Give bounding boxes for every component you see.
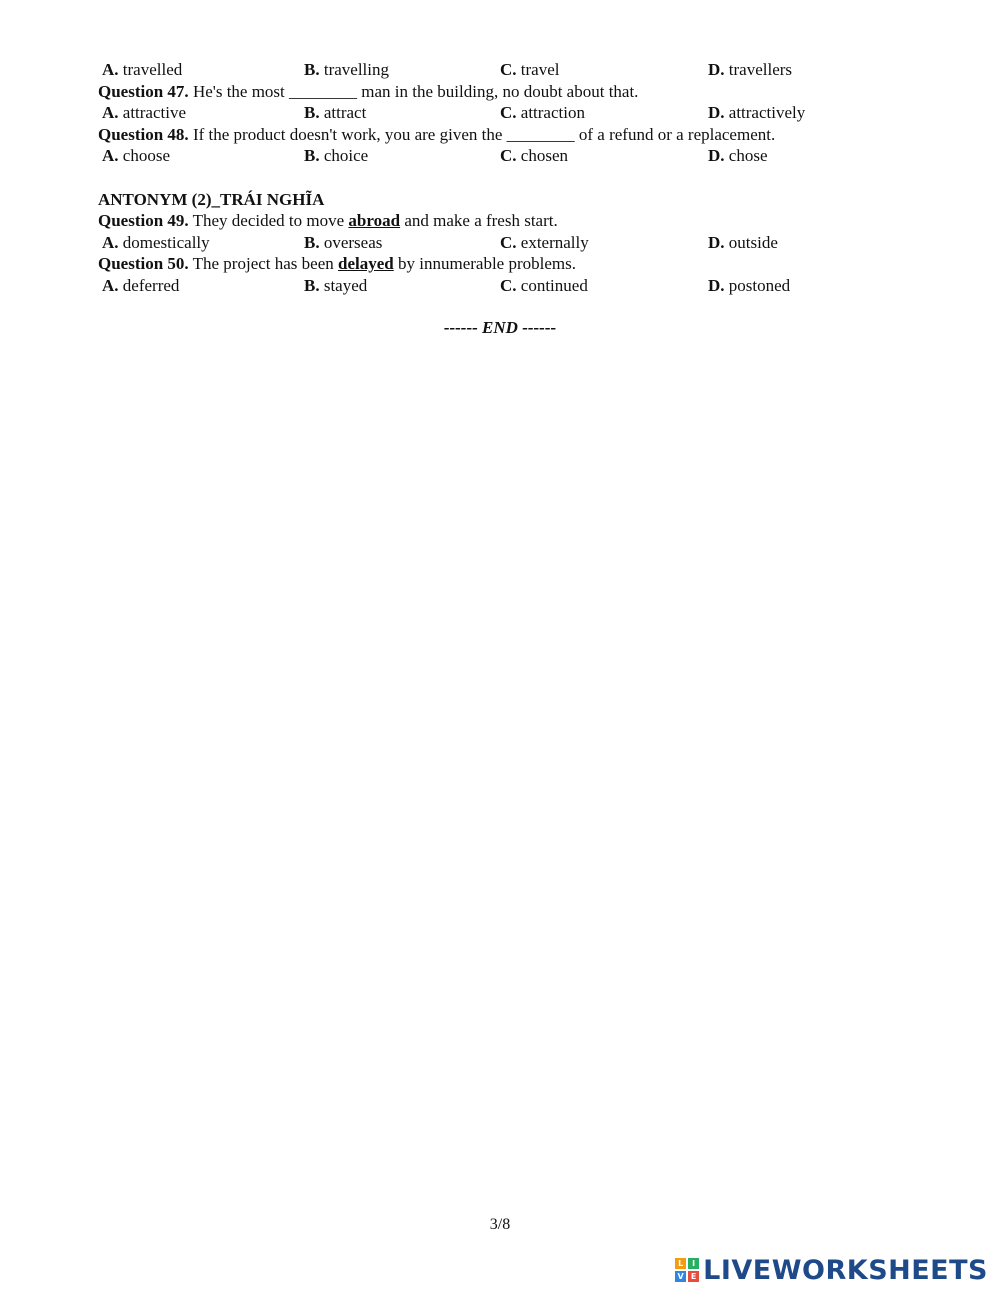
answer-option[interactable] [500, 102, 585, 124]
option-letter: B. [304, 103, 320, 122]
option-text: attract [319, 103, 367, 122]
logo-mark-icon [675, 1258, 699, 1282]
section-heading-text: ANTONYM (2)_TRÁI NGHĨA [98, 190, 325, 209]
option-text: chosen [516, 146, 568, 165]
option-text: attractively [724, 103, 806, 122]
option-text: continued [516, 276, 588, 295]
answer-option[interactable] [102, 145, 170, 167]
option-letter: D. [708, 103, 725, 122]
logo-text: LIVEWORKSHEETS [703, 1254, 988, 1286]
option-text: deferred [118, 276, 180, 295]
question-text-end: and make a fresh start. [400, 211, 558, 230]
option-letter: D. [708, 60, 725, 79]
question-label: Question 49. [98, 211, 189, 230]
answer-option[interactable] [500, 59, 559, 81]
answer-option[interactable] [708, 275, 790, 297]
option-letter: B. [304, 276, 320, 295]
option-text: attractive [118, 103, 187, 122]
question-label: Question 48. [98, 125, 189, 144]
option-text: travellers [724, 60, 793, 79]
option-text: postoned [724, 276, 791, 295]
answer-option[interactable] [102, 102, 186, 124]
option-text: overseas [319, 233, 383, 252]
section-heading [98, 189, 324, 211]
end-marker: ------ END ------ [443, 318, 557, 337]
answer-option[interactable] [708, 59, 792, 81]
option-text: travel [516, 60, 560, 79]
answer-options-row [0, 232, 1000, 254]
answer-option[interactable] [708, 145, 768, 167]
answer-option[interactable] [304, 59, 389, 81]
option-letter: C. [500, 60, 517, 79]
keyword: delayed [338, 254, 394, 273]
option-text: chose [724, 146, 768, 165]
option-letter: B. [304, 146, 320, 165]
page-number: 3/8 [489, 1216, 511, 1233]
option-text: outside [724, 233, 778, 252]
option-letter: D. [708, 276, 725, 295]
option-letter: A. [102, 233, 119, 252]
answer-options-row [0, 59, 1000, 81]
answer-options-row [0, 275, 1000, 297]
logo-square: L [675, 1258, 686, 1269]
liveworksheets-logo[interactable] [675, 1253, 988, 1287]
question-label: Question 47. [98, 82, 189, 101]
option-text: attraction [516, 103, 585, 122]
option-text: choose [118, 146, 170, 165]
question-text: The project has been [188, 254, 339, 273]
option-letter: C. [500, 146, 517, 165]
answer-option[interactable] [304, 232, 382, 254]
option-text: travelling [319, 60, 389, 79]
answer-options-row [0, 145, 1000, 167]
option-text: travelled [118, 60, 183, 79]
question-label: Question 50. [98, 254, 189, 273]
option-letter: D. [708, 146, 725, 165]
answer-option[interactable] [500, 232, 589, 254]
answer-option[interactable] [304, 102, 366, 124]
logo-square: E [688, 1271, 699, 1282]
question-text: If the product doesn't work, you are given the ________ of a refund or a replacement. [188, 125, 776, 144]
question-line [98, 210, 558, 232]
answer-option[interactable] [500, 145, 568, 167]
keyword: abroad [348, 211, 401, 230]
option-letter: D. [708, 233, 725, 252]
option-letter: C. [500, 276, 517, 295]
option-text: domestically [118, 233, 210, 252]
answer-option[interactable] [500, 275, 588, 297]
option-letter: A. [102, 146, 119, 165]
question-line [98, 124, 775, 146]
option-text: externally [516, 233, 589, 252]
option-letter: C. [500, 103, 517, 122]
question-text: They decided to move [188, 211, 349, 230]
answer-option[interactable] [708, 102, 805, 124]
option-letter: B. [304, 233, 320, 252]
option-letter: A. [102, 276, 119, 295]
option-text: stayed [319, 276, 368, 295]
question-line [98, 253, 576, 275]
question-line [98, 81, 638, 103]
option-text: choice [319, 146, 369, 165]
question-text-end: by innumerable problems. [393, 254, 576, 273]
answer-options-row [0, 102, 1000, 124]
option-letter: B. [304, 60, 320, 79]
logo-square: I [688, 1258, 699, 1269]
answer-option[interactable] [304, 145, 368, 167]
answer-option[interactable] [102, 275, 179, 297]
answer-option[interactable] [304, 275, 367, 297]
question-text: He's the most ________ man in the building, no doubt about that. [188, 82, 639, 101]
answer-option[interactable] [102, 59, 182, 81]
option-letter: C. [500, 233, 517, 252]
option-letter: A. [102, 60, 119, 79]
answer-option[interactable] [708, 232, 778, 254]
answer-option[interactable] [102, 232, 210, 254]
option-letter: A. [102, 103, 119, 122]
logo-square: V [675, 1271, 686, 1282]
